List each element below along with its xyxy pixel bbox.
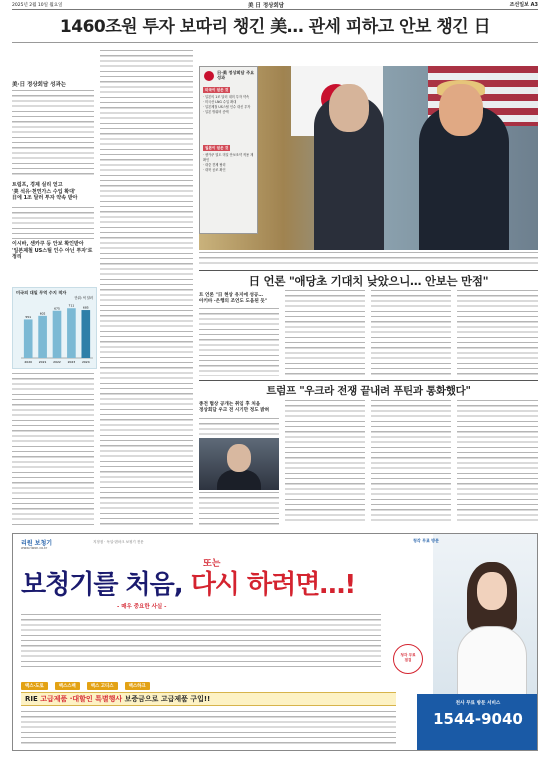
ad-logo: 리원 보청기 xyxy=(21,540,53,547)
banner-suffix: 보증금으로 고급제품 구입!! xyxy=(124,695,211,703)
banner-highlight: 고급제품 ·대할인 특별행사 xyxy=(40,695,123,703)
phone-number[interactable]: 1544-9040 xyxy=(433,710,523,728)
ad-headline-part2: 다시 하려면…! xyxy=(190,570,356,600)
section-title: 美 日 정상회담 xyxy=(248,3,285,9)
trump-head xyxy=(439,84,483,136)
infobox-title: 日·美 정상회담 주요 성과 xyxy=(217,70,255,80)
issue-date: 2025년 2월 10일 월요일 xyxy=(12,3,63,8)
ad-body-text xyxy=(21,614,381,670)
story2-text-1 xyxy=(199,308,279,376)
ad-url: www.riwon.co.kr xyxy=(21,546,48,550)
japan-gains-list xyxy=(203,153,256,173)
chart-bar xyxy=(81,310,90,358)
chart-bar xyxy=(38,316,47,358)
story-tag: 美·日 정상회담 성과는 xyxy=(12,82,67,88)
model-body xyxy=(457,626,527,702)
ad-promo-banner xyxy=(21,692,396,706)
free-checkup-stamp: 청각 무료 점검 xyxy=(393,644,423,674)
product-chip: 맥스 고디스 xyxy=(87,682,118,690)
list-item: · 대중 견제 협력 xyxy=(203,163,226,167)
body-text-4 xyxy=(100,50,193,525)
product-chip: 맥스·도로 xyxy=(21,682,48,690)
story3-text-1 xyxy=(199,418,279,436)
story2-kicker: 트 언론 "日 현상 유지에 성공… 아키바 ·은행의 조언도 도움된 듯" xyxy=(199,293,268,304)
chart-canvas xyxy=(13,288,98,370)
chart-bar xyxy=(24,319,33,358)
phone-box[interactable] xyxy=(417,694,538,751)
ad-model-photo xyxy=(433,534,538,702)
subhead-economy: 트럼프, 경제 실리 얻고 '美 석유·천연가스 수입 확대' 日에 1조 달러 투자 약속 받아 xyxy=(12,182,78,201)
product-chip: 맥스스펙 xyxy=(55,682,80,690)
story3-text-2 xyxy=(199,492,279,525)
banner-prefix: RIE xyxy=(25,695,38,703)
chart-value-label: 551 xyxy=(25,314,32,319)
trade-deficit-chart xyxy=(12,287,97,369)
ad-product-chips xyxy=(21,672,271,691)
product-chip: 맥스하크 xyxy=(125,682,150,690)
body-text-1 xyxy=(12,90,94,178)
ad-tagline: - 매우 중요한 사실 - xyxy=(117,604,167,610)
ad-headline-part1: 보청기를 처음, xyxy=(21,570,183,600)
chart-tick-label: 2022 xyxy=(53,360,61,364)
summit-results-box xyxy=(199,66,258,234)
list-item: · 대북 공조 확인 xyxy=(203,168,226,172)
chart-unit: 단위: 억 달러 xyxy=(74,296,93,300)
putin-photo xyxy=(199,438,279,490)
page-number: A3 xyxy=(530,2,538,8)
putin-head xyxy=(227,444,251,472)
hearing-aid-ad[interactable] xyxy=(12,533,538,751)
photo-caption xyxy=(199,252,538,264)
ad-headline xyxy=(21,564,355,601)
chart-tick-label: 2024 xyxy=(81,360,90,364)
page-label xyxy=(510,1,538,8)
japan-gains-label: 일본이 얻은 것 xyxy=(205,145,229,150)
us-gains-list xyxy=(203,95,256,115)
chart-tick-label: 2023 xyxy=(67,360,76,364)
ad-brand-note: 지정점 · 독일·덴마크 보청기 전문 xyxy=(93,540,144,544)
free-visit-label: 청각 무료 방문 xyxy=(413,538,439,543)
story3-headline: 트럼프 "우크라 전쟁 끝내려 푸틴과 통화했다" xyxy=(199,380,538,398)
story3-kicker: 종전 협상 공개는 취임 후 처음 정상회담 우크 전 시기만 정도 밝혀 xyxy=(199,402,270,413)
chart-title: 미국의 대일 무역 수지 적자 xyxy=(16,290,67,295)
ad-branch-list xyxy=(21,711,396,747)
body-text-3 xyxy=(12,373,94,525)
chart-value-label: 685 xyxy=(82,305,89,310)
list-item: · 일본 방위비 증액 xyxy=(203,110,229,114)
chart-value-label: 675 xyxy=(54,306,60,311)
list-item: · 일본제철 US스틸 인수 대신 투자 xyxy=(203,105,251,109)
story2-headline: 日 언론 "애당초 기대치 낮았으니… 안보는 만점" xyxy=(199,270,538,289)
main-headline: 1460조원 투자 보따리 챙긴 美… 관세 피하고 안보 챙긴 日 xyxy=(12,13,538,43)
chart-bar xyxy=(67,308,76,358)
chart-bar xyxy=(53,311,62,358)
paper-name: 조선일보 xyxy=(509,2,529,8)
subhead-security: 이시바, 센카쿠 등 안보 확인받아 '일본제철 US스틸 인수 아닌 투자'로 정리 xyxy=(12,241,93,260)
list-item: · 미국산 LNG 수입 확대 xyxy=(203,100,237,104)
list-item: · 센카쿠 열도 미일 안보조약 적용 재확인 xyxy=(203,153,254,162)
chart-value-label: 711 xyxy=(68,303,75,308)
ishiba-head xyxy=(329,84,369,132)
ad-above-text: 또는 xyxy=(203,559,221,569)
story2-text-4 xyxy=(457,290,538,376)
body-text-2 xyxy=(12,207,94,239)
chart-value-label: 602 xyxy=(39,311,46,316)
story2-text-3 xyxy=(371,290,451,376)
story3-text-4 xyxy=(371,400,451,525)
us-gains-label: 미국이 얻은 것 xyxy=(205,87,229,92)
putin-body xyxy=(217,470,261,490)
story3-text-5 xyxy=(457,400,538,525)
phone-label: 천사 무료 방문 서비스 xyxy=(455,701,501,706)
story2-text-2 xyxy=(285,290,365,376)
story3-text-3 xyxy=(285,400,365,525)
masthead xyxy=(12,0,538,10)
chart-tick-label: 2021 xyxy=(38,360,47,364)
chart-tick-label: 2020 xyxy=(24,360,33,364)
flag-badge-icon xyxy=(204,71,214,81)
list-item: · 일본의 1조 달러 대미 투자 약속 xyxy=(203,95,250,99)
model-face xyxy=(477,572,507,610)
